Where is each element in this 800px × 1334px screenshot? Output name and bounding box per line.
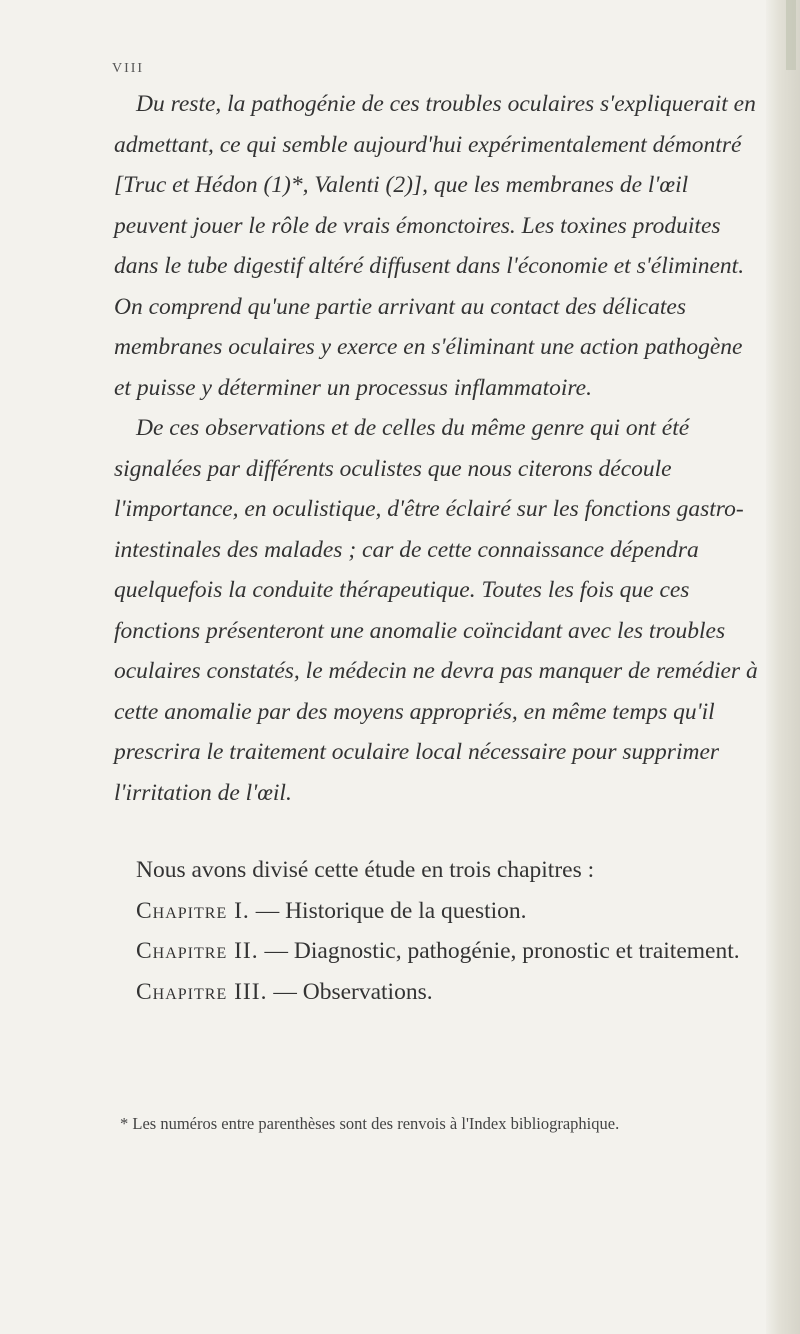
chapter-label: Chapitre II. [136, 938, 259, 964]
chapter-label: Chapitre I. [136, 897, 250, 924]
chapter-label: Chapitre III. [136, 978, 268, 1005]
chapter-title: — Historique de la question. [249, 897, 527, 924]
outline-intro: Nous avons divisé cette étude en trois chapitres : [136, 857, 595, 883]
chapter-title: — Observations. [267, 978, 433, 1005]
footnote [114, 1112, 764, 1135]
main-text [114, 84, 762, 813]
paragraph-pathogenie: Du reste, la pathogénie de ces troubles oculaires s'expliquerait en admettant, ce qui semble aujourd'hui expérimentalement démontré [Truc et Hédon (1)*, Valenti (2)], que les membranes de l'œil peuvent jouer le rôle de vrais émonctoires. Les toxines produites dans le tube digestif altéré diffusent dans l'économie et s'éliminent. On comprend qu'une partie arrivant au contact des délicates membranes oculaires y exerce en s'éliminant une action pathogène et puisse y déterminer un processus inflammatoire. [114, 91, 756, 401]
chapter-outline [114, 850, 762, 1012]
chapter-line-3 [114, 972, 762, 1013]
chapter-line-1 [114, 891, 762, 932]
page-edge-shadow [766, 0, 800, 1334]
paragraph-observations: De ces observations et de celles du même genre qui ont été signalées par différents oculistes que nous citerons découle l'importance, en oculistique, d'être éclairé sur les fonctions gastro-intestinales des malades ; car de cette connaissance dépendra quelquefois la conduite thérapeutique. Toutes les fois que ces fonctions présenteront une anomalie coïncidant avec les troubles oculaires constatés, le médecin ne devra pas manquer de remédier à cette anomalie par des moyens appropriés, en même temps qu'il prescrira le traitement oculaire local nécessaire pour supprimer l'irritation de l'œil. [114, 415, 758, 806]
chapter-line-2 [114, 931, 762, 972]
page-number: VIII [112, 61, 145, 76]
chapter-title: — Diagnostic, pathogénie, pronostic et traitement. [258, 938, 740, 964]
footnote-text: Les numéros entre parenthèses sont des renvois à l'Index bibliographique. [132, 1114, 620, 1133]
footnote-mark: * [120, 1114, 129, 1133]
